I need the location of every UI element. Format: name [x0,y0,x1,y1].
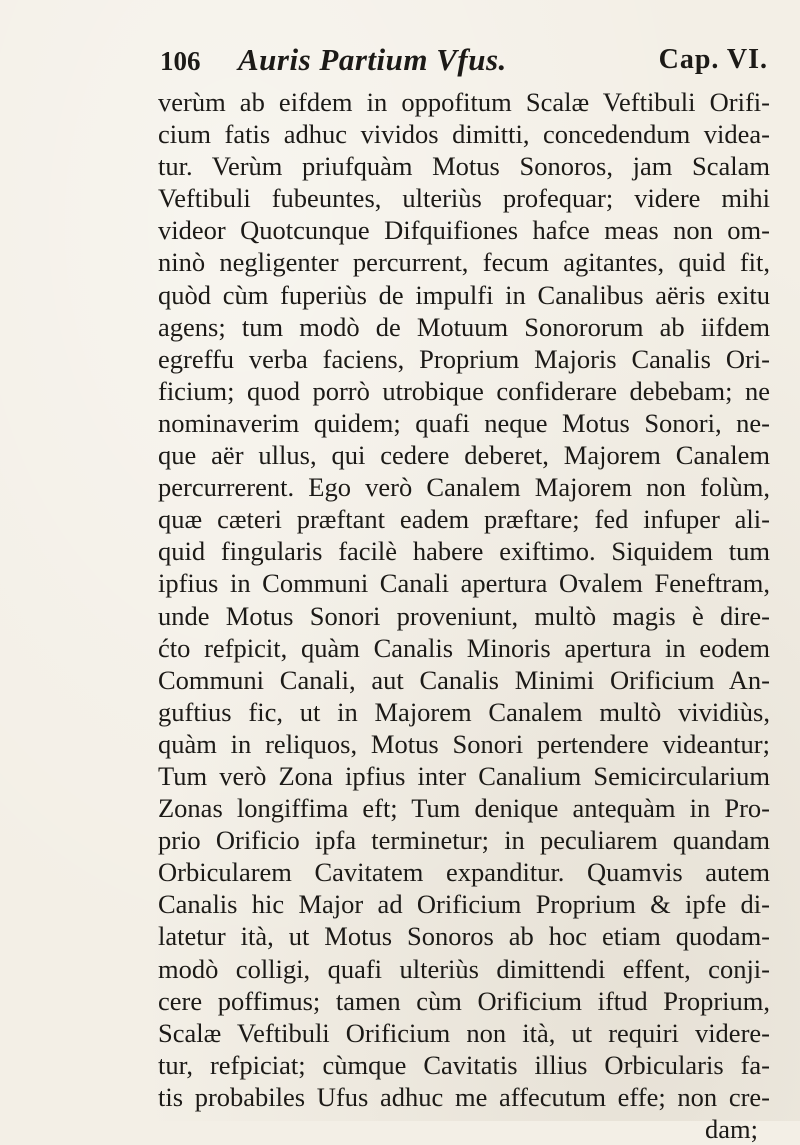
text-line: quòd cùm fuperiùs de impulfi in Canalibus aëris exitu [158,279,770,310]
text-line: videor Quotcunque Difquifiones hafce meas non om- [158,215,770,246]
text-line: cium fatis adhuc vividos dimitti, concedendum videa- [158,119,770,150]
text-line: tur. Verùm priufquàm Motus Sonoros, jam Scalam [158,151,770,182]
text-line: nominaverim quidem; quafi neque Motus Sonori, ne- [158,407,770,438]
body-text [158,86,770,1145]
catchword-line: dam; [705,1114,758,1144]
text-line: unde Motus Sonori proveniunt, multò magis è dire- [158,600,770,631]
text-line: prio Orificio ipfa terminetur; in peculiarem quandam [158,825,770,856]
text-line: modò colligi, quafi ulteriùs dimittendi effent, conji- [158,953,770,984]
text-line: latetur ità, ut Motus Sonoros ab hoc etiam quodam- [158,921,770,952]
text-line: tur, refpiciat; cùmque Cavitatis illius Orbicularis fa- [158,1049,770,1080]
text-line: Canalis hic Major ad Orificium Proprium & ipfe di- [158,889,770,920]
text-line: tis probabiles Ufus adhuc me affecutum effe; non cre- [158,1081,770,1112]
text-line: Zonas longiffima eft; Tum denique antequàm in Pro- [158,793,770,824]
text-line: egreffu verba faciens, Proprium Majoris Canalis Ori- [158,343,770,374]
text-line: quàm in reliquos, Motus Sonori pertendere videantur; [158,728,770,759]
text-line: ipfius in Communi Canali apertura Ovalem Feneftram, [158,568,770,599]
text-line: quid fingularis facilè habere exiftimo. Siquidem tum [158,536,770,567]
running-title: Auris Partium Vfus. [238,42,507,77]
running-head [160,42,768,82]
text-line: Veftibuli fubeuntes, ulteriùs profequar; videre mihi [158,183,770,214]
text-line: verùm ab eifdem in oppofitum Scalæ Veftibuli Orifi- [158,87,770,117]
text-line: Communi Canali, aut Canalis Minimi Orificium An- [158,664,770,695]
text-line: Scalæ Veftibuli Orificium non ità, ut requiri videre- [158,1017,770,1048]
text-line: ninò negligenter percurrent, fecum agitantes, quid fit, [158,247,770,278]
text-line: Tum verò Zona ipfius inter Canalium Semicircularium [158,760,770,791]
text-line: percurrerent. Ego verò Canalem Majorem non folùm, [158,472,770,503]
text-line: quæ cæteri præftant eadem præftare; fed infuper ali- [158,504,770,535]
page-number: 106 [160,46,201,76]
chapter-reference: Cap. VI. [658,44,768,75]
text-line: ficium; quod porrò utrobique confiderare debebam; ne [158,375,770,406]
text-line: que aër ullus, qui cedere deberet, Majorem Canalem [158,440,770,471]
text-line: Orbicularem Cavitatem expanditur. Quamvis autem [158,857,770,888]
text-line: ćto refpicit, quàm Canalis Minoris apertura in eodem [158,632,770,663]
text-line: agens; tum modò de Motuum Sonororum ab iifdem [158,311,770,342]
text-line: guftius fic, ut in Majorem Canalem multò vividiùs, [158,696,770,727]
text-line: cere poffimus; tamen cùm Orificium iftud Proprium, [158,985,770,1016]
